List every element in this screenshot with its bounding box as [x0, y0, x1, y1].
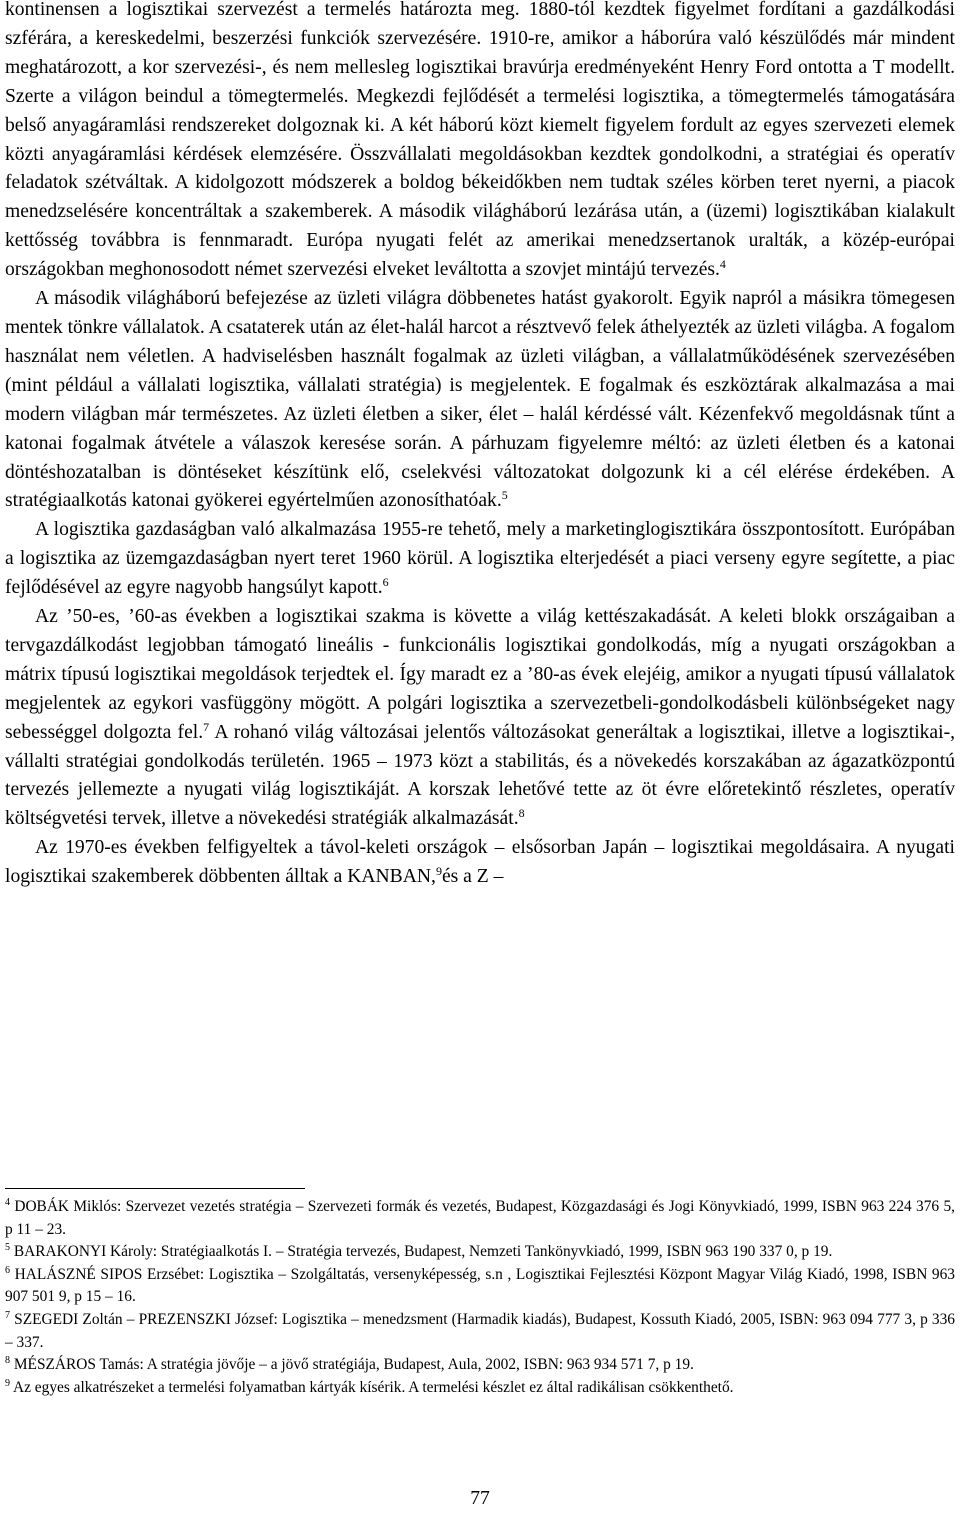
footnote-number: 6 [5, 1264, 10, 1276]
footnote-5 [5, 1241, 955, 1264]
footnote-8 [5, 1354, 955, 1377]
paragraph-text: A logisztika gazdaságban való alkalmazása 1955-re tehető, mely a marketinglogisztikára összpontosított. Európában a logisztika az üzemgazdaságban nyert teret 1960 körül. A logisztika elterjedését a piaci verseny egyre segítette, a piac fejlődésével az egyre nagyobb hangsúlyt kapott. [5, 519, 955, 599]
paragraph-3 [5, 516, 955, 603]
footnote-7 [5, 1309, 955, 1354]
paragraph-text: Az 1970-es években felfigyeltek a távol-keleti országok – elsősorban Japán – logisztikai megoldásaira. A nyugati logisztikai szakemberek döbbenten álltak a KANBAN, [5, 837, 955, 888]
footnote-ref[interactable]: 9 [435, 864, 442, 879]
footnotes [5, 1196, 955, 1399]
paragraph-text-continued: A rohanó világ változásai jelentős változásokat generáltak a logisztikai, illetve a logisztikai-, vállalti stratégiai gondolkodás területén. 1965 – 1973 közt a stabilitás, és a növekedés korszakában az ágazatközpontú tervezés jellemezte a nyugati világ logisztikáját. A korszak lehetővé tette az öt évre előretekintő részletes, operatív költségvetési tervek, illetve a növekedési stratégiák alkalmazását. [5, 721, 955, 830]
footnote-ref[interactable]: 5 [501, 488, 508, 503]
footnote-ref[interactable]: 4 [719, 257, 726, 272]
footnote-ref[interactable]: 6 [382, 575, 389, 590]
paragraph-1 [5, 0, 955, 285]
footnote-text: Az egyes alkatrészeket a termelési folyamatban kártyák kísérik. A termelési készlet ez által radikálisan csökkenthető. [13, 1378, 734, 1396]
footnote-ref[interactable]: 7 [203, 719, 210, 734]
body-text [5, 0, 955, 892]
footnote-number: 4 [5, 1197, 10, 1208]
paragraph-5 [5, 834, 955, 892]
footnote-number: 9 [5, 1377, 10, 1389]
footnote-text: BARAKONYI Károly: Stratégiaalkotás I. – Stratégia tervezés, Budapest, Nemzeti Tankönyvkiadó, 1999, ISBN 963 190 337 0, p 19. [13, 1243, 833, 1261]
page-number: 77 [470, 1488, 490, 1509]
footnote-text: SZEGEDI Zoltán – PREZENSZKI József: Logisztika – menedzsment (Harmadik kiadás), Budapest, Kossuth Kiadó, 2005, ISBN: 963 094 777 3, p 336 – 337. [5, 1310, 955, 1351]
paragraph-text: Az ’50-es, ’60-as években a logisztikai szakma is követte a világ kettészakadását. A keleti blokk országaiban a tervgazdálkodást legjobban támogató lineális - funkcionális logisztikai gondolkodás, míg a nyugati országokban a mátrix típusú logisztikai megoldások terjedtek el. Így maradt ez a ’80-as évek elejéig, amikor a nyugati típusú vállalatok megjelentek az egykori vasfüggöny mögött. A polgári logisztika a szervezetbeli-gondolkodásbeli különbségeket nagy sebességgel dolgozta fel. [5, 606, 955, 743]
footnote-separator [5, 1188, 305, 1189]
footnote-4 [5, 1196, 955, 1241]
footnote-number: 7 [5, 1309, 10, 1321]
footnote-text: DOBÁK Miklós: Szervezet vezetés stratégia – Szervezeti formák és vezetés, Budapest, Közgazdasági és Jogi Könyvkiadó, 1999, ISBN 963 224 376 5, p 11 – 23. [5, 1198, 955, 1238]
paragraph-text: kontinensen a logisztikai szervezést a termelés határozta meg. 1880-tól kezdtek figyelmet fordítani a gazdálkodási szférára, a kereskedelmi, beszerzési funkciók szervezésére. 1910-re, amikor a háborúra való készülődés már mindent meghatározott, a kor szervezési-, és nem mellesleg logisztikai bravúrja eredményeként Henry Ford ontotta a T modellt. Szerte a világon beindul a tömegtermelés. Megkezdi fejlődését a termelési logisztika, a tömegtermelés támogatására belső anyagáramlási rendszereket dolgoznak ki. A két háború közt kiemelt figyelem fordult az egyes szervezeti elemek közti anyagáramlási kérdések elemzésére. Összvállalati megoldásokban kezdtek gondolkodni, a stratégiai és operatív feladatok szétváltak. A kidolgozott módszerek a boldog békeidőkben nem tudtak széles körben teret nyerni, a piacok menedzselésére koncentráltak a szakemberek. A második világháború lezárása után, a (üzemi) logisztikában kialakult kettősség továbbra is fennmaradt. Európa nyugati felét az amerikai menedzsertanok uralták, a közép-európai országokban meghonosodott német szervezési elveket leváltotta a szovjet mintájú tervezés. [5, 0, 955, 281]
paragraph-text-continued: és a Z – [441, 866, 504, 888]
footnote-text: MÉSZÁROS Tamás: A stratégia jövője – a jövő stratégiája, Budapest, Aula, 2002, ISBN: 963 934 571 7, p 19. [13, 1356, 694, 1374]
paragraph-text: A második világháború befejezése az üzleti világra döbbenetes hatást gyakorolt. Egyik napról a másikra tömegesen mentek tönkre vállalatok. A csataterek után az élet-halál harcot a résztvevő felek áthelyezték az üzleti világba. A fogalom használat nem véletlen. A hadviselésben használt fogalmak az üzleti világban, a vállalatműködésének szervezésében (mint például a vállalati logisztika, vállalati stratégia) is megjelentek. E fogalmak és eszköztárak alkalmazása a mai modern világban már természetes. Az üzleti életben a siker, élet – halál kérdéssé vált. Kézenfekvő megoldásnak tűnt a katonai fogalmak átvétele a válaszok keresése során. A párhuzam figyelemre méltó: az üzleti életben és a katonai döntéshozatalban is döntéseket készítünk elő, cselekvési változatokat dolgozunk ki a cél elérése érdekében. A stratégiaalkotás katonai gyökerei egyértelműen azonosíthatóak. [5, 288, 955, 512]
footnote-6 [5, 1264, 955, 1309]
footnote-9 [5, 1377, 955, 1400]
footnote-text: HALÁSZNÉ SIPOS Erzsébet: Logisztika – Szolgáltatás, versenyképesség, s.n , Logisztikai Fejlesztési Központ Magyar Világ Kiadó, 1998, ISBN 963 907 501 9, p 15 – 16. [5, 1265, 955, 1306]
footnote-number: 8 [5, 1355, 10, 1367]
footnote-number: 5 [5, 1242, 10, 1254]
paragraph-4 [5, 603, 955, 834]
footnote-ref[interactable]: 8 [518, 806, 525, 821]
paragraph-2 [5, 285, 955, 516]
